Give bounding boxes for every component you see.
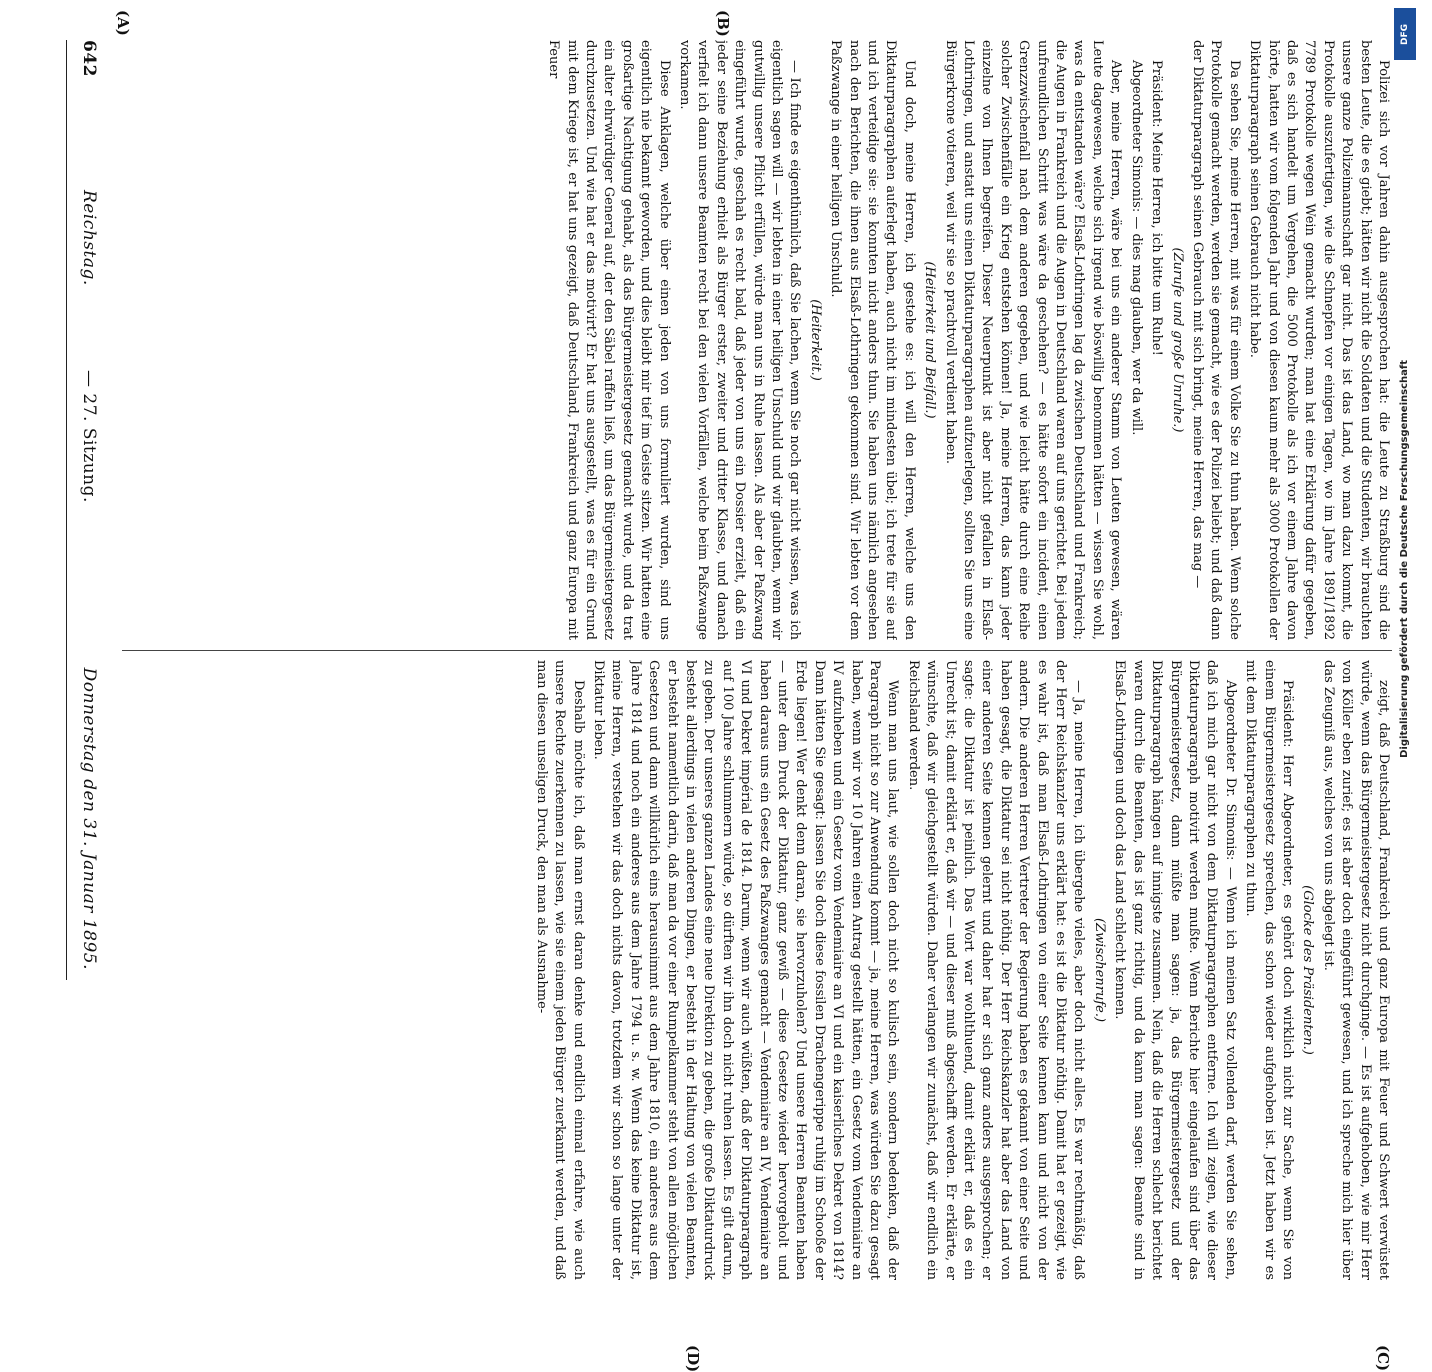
left-paragraph: Und doch, meine Herren, ich gestehe es: ich will den Herren, welche uns den Diktaturparagraphen auferlegt haben, auch nicht im mindesten übel; ich trete für sie auf und ich verteidige sie: sie konnten nicht anders thun. Sie haben uns nämlich angesehen nach den Berichten, die ihnen aus Elsaß-Lothringen gekommen sind. Wir lebten vor dem Paßzwange in einer heiligen Unschuld.	[828, 40, 917, 640]
column-divider	[122, 650, 1392, 651]
left-paragraph: Diese Anklagen, welche über einen jeden von uns formuliert wurden, sind uns eigentlich nie bekannt geworden, und dies bleibt mir tief im Geiste sitzen. Wir hatten eine großartige Nachtigung gehabt, als das Bürgermeistergesetz gemacht wurde, und da trat ein alter ehrwürdiger General auf, der den Säbel raffeln ließ, um das Bürgermeistergesetz durchzusetzen. Und wie hat er das motivirt? Er hat uns ausgestellt, was es für ein Grund mit dem Kriege ist, er hat uns gezeigt, daß Deutschland, Frankreich und ganz Europa mit Feuer	[546, 40, 672, 640]
header-center: — 27. Sitzung.	[79, 370, 99, 503]
header-left: Reichstag.	[79, 190, 99, 286]
right-interjection: (Glocke des Präsidenten.)	[1300, 885, 1316, 1055]
left-paragraph: Da sehen Sie, meine Herren, mit was für einem Volke Sie zu thun haben. Wenn solche Protokolle gemacht werden, werden sie gemacht, wie es der Polizei beliebt; und daß dann der Diktaturparagraph seinen Gebrauch mit sich bringt, meine Herren, das mag —	[1189, 40, 1242, 640]
digitization-sidebar	[1399, 0, 1424, 1000]
page-header	[66, 40, 107, 980]
left-interjection: (Heiterkeit.)	[807, 299, 823, 381]
rotated-page	[32, 0, 1432, 1372]
right-paragraph: — Ja, meine Herren, ich übergehe vieles, aber doch nicht alles. Es war rechtmäßig, daß der Herr Reichskanzler uns erklärt hat: es ist die Diktatur nöthig. Damit hat er gezeigt, wie es wahr ist, daß man Elsaß-Lothringen von einer Seite kennen kann und nicht von der andern. Die anderen Herren Vertreter der Regierung haben es gekannt von einer Seite und haben gesagt, die Diktatur sei nicht nöthig. Der Herr Reichskanzler hat aber das Land von einer anderen Seite kennen gelernt und daher hat er sich ganz anders ausgesprochen; er sagte: die Diktatur ist peinlich. Das Wort war wohlthuend, damit erklärt er, daß es ein Unrecht ist; damit erklärt er, daß wir — und dieser muß abgeschafft werden. Er erklärte, er wünschte, daß wir gleichgestellt würden. Daher verlangen wir zunächst, daß wir endlich ein Reichsland werden.	[905, 660, 1087, 1280]
margin-letter-a: (A)	[114, 10, 132, 36]
right-paragraph: Präsident: Herr Abgeordneter, es gehört doch wirklich nicht zur Sache, wenn Sie von einem Bürgermeistergesetz sprechen, das schon wieder aufgehoben ist. Jetzt haben wir es mit dem Diktaturparagraphen zu thun.	[1243, 660, 1295, 1280]
right-column	[122, 660, 1392, 1280]
left-paragraph: Aber, meine Herren, wäre bei uns ein anderer Stamm von Leuten gewesen, wären Leute dagewesen, welche sich irgend wie böswillig benommen hätten — wissen Sie wohl, was da entstanden wäre? Elsaß-Lothringen lag da zwischen Deutschland und Frankreich; die Augen in Frankreich und die Augen in Deutschland waren auf uns gerichtet. Bei jedem unfreundlichen Schritt was wäre da geschehen? — es hätte sofort ein incident, einen Grenzzwischenfall nach dem anderen gegeben, und wie leicht hätte durch eine Reihe solcher Zwischenfälle ein Krieg entstehen können! Ja, meine Herren, das kann jeder einzelne von Ihnen begreifen. Dieser Neuerpunkt ist aber nicht gefallen in Elsaß-Lothringen, und anstatt uns einen Diktaturparagraphen aufzuerlegen, sollten Sie uns eine Bürgerkrone votieren, weil wir sie so prachtvoll verdient haben.	[942, 40, 1124, 640]
right-interjection: (Zwischenrufe.)	[1091, 917, 1107, 1023]
digitization-note: Digitalisierung gefördert durch die Deutsche Forschungsgemeinschaft	[1399, 360, 1410, 758]
right-paragraph: Deshalb möchte ich, daß man ernst daran denke und endlich einmal erfahre, wie auch unsere Rechte zuerkennen zu lassen, wie sie einem jeden Bürger zuerkannt werden, und daß man diesen unseligen Druck, den man als Ausnahme-	[533, 660, 586, 1280]
header-right: Donnerstag den 31. Januar 1895.	[79, 667, 99, 970]
dfg-logo: DFG	[1394, 8, 1416, 60]
left-paragraph: Polizei sich vor Jahren dahin ausgesprochen hat: die Leute zu Straßburg sind die besten Leute, die es giebt; hätten wir nicht die Soldaten und die Studenten, wir brauchten unsere ganze Polizeimannschaft gar nicht. Das ist das Land, wo man dazu kommt, die Protokolle auszufertigen, wie die Schnepfen vor einigen Tagen, wo im Jahre 1891/1892 7789 Protokolle wegen Wein gemacht wurden; man hat eine Erklärung dafür gegeben, daß es sich handelt um Vergehen, die 5000 Protokolle als ich vor einem Jahre davon hörte, hatten wir vom folgenden Jahr und von diesen kaum mehr als 3000 Protokollen der Diktaturparagraph seinen Gebrauch nicht habe.	[1247, 40, 1391, 640]
margin-letter-c: (C)	[1374, 1345, 1392, 1372]
right-paragraph: Wenn man uns laut, wie sollen doch nicht so kulisch sein, sondern bedenken, daß der Paragraph nicht so zur Anwendung kommt — ja, meine Herren, was würden Sie dazu gesagt haben, wenn wir vor 10 Jahren einen Antrag gestellt hätten, ein Gesetz vom Vendemiaire an IV aufzuheben und ein Gesetz vom Vendemiaire an VI und ein kaiserliches Dekret von 1814? Dann hätten Sie gesagt: lassen Sie doch diese fossilen Drachengerippe ruhig im Schooße der Erde liegen! Wer denkt denn daran, sie hervorzuholen? Und unsere Herren Beamten haben — unter dem Druck der Diktatur, ganz gewiß — diese Gesetze wieder hervorgeholt und haben daraus uns ein Gesetz des Paßzwanges gemacht — Vendemiaire an IV, Vendemiaire an VI und Dekret impérial de 1814. Darum, wenn wir auch wüßten, daß der Diktaturparagraph auf 100 Jahre schlummern würde, so dürften wir ihn doch nicht ruhen lassen. Es gilt darum, zu geben. Der unseres ganzen Landes eine neue Direktion zu geben, die große Diktaturdruck besteht allerdings in vielen anderen Dingen, er besteht in der Haltung von vielen Beamten, er besteht namentlich darin, daß man da vor einer Rumpelkammer steht von allen möglichen Gesetzen und dann willkürlich eins herausnimmt aus dem Jahre 1810, ein anderes aus dem Jahre 1814 und noch ein anderes aus dem Jahre 1794 u. s. w. Wenn das keine Diktatur ist, meine Herren, verstehen wir das doch nichts davon, trotzdem wir schon so lange unter der Diktatur leben.	[590, 660, 901, 1280]
right-paragraph: zeigt, daß Deutschland, Frankreich und ganz Europa mit Feuer und Schwert verwüstet würde, wenn das Bürgermeistergesetz nicht durchginge. — Es ist aufgehoben, wie mir Herr von Köller eben zurief; es ist aber doch eingeführt gewesen, und ich spreche mich hier über das Zeugniß aus, welches von uns abgelegt ist.	[1320, 660, 1391, 1280]
left-paragraph: Abgeordneter Simonis: — dies mag glauben, wer da will.	[1128, 60, 1144, 436]
left-paragraph: Präsident: Meine Herren, ich bitte um Ruhe!	[1149, 60, 1165, 356]
margin-letter-d: (D)	[684, 1345, 702, 1372]
left-interjection: (Heiterkeit und Beifall.)	[922, 261, 938, 419]
left-paragraph: — Ich finde es eigenthümlich, daß Sie lachen, wenn Sie noch gar nicht wissen, was ich eigentlich sagen will — wir lebten in einer heiligen Unschuld und wir glaubten, wenn wir gutwillig unsere Pflicht erfüllen, würde man uns in Ruhe lassen. Als aber der Paßzwang eingeführt wurde, geschah es recht bald, daß jeder von uns ein Dossier erzielt, daß ein jeder seine Beziehung erhielt als Bürger erster, zweiter und dritter Klasse, und danach verfielt ich dann unsere Beamten recht bei den vielen Vorfällen, welche beim Paßzwange vorkamen.	[676, 40, 803, 640]
margin-letter-b: (B)	[714, 10, 732, 37]
page-number: 642	[79, 40, 99, 77]
left-interjection: (Zurufe und große Unruhe.)	[1169, 247, 1185, 433]
right-paragraph: Abgeordneter Dr. Simonis: — Wenn ich meinen Satz vollenden darf, werden Sie sehen, daß ich mich gar nicht von dem Diktaturparagraphen entferne. Ich will zeigen, wie dieser Diktaturparagraph motivirt werden mußte. Wenn Berichte hier eingelaufen sind über das Bürgermeistergesetz, dann müßte man sagen: ja, das Bürgermeistergesetz und der Diktaturparagraph hängen auf innigste zusammen. Nein, daß die Herren schlecht berichtet waren durch die Beamten, das ist ganz richtig, und da kann man sagen: Beamte sind in Elsaß-Lothringen und doch das Land schlecht kennen.	[1112, 660, 1238, 1280]
left-column	[122, 40, 1392, 640]
